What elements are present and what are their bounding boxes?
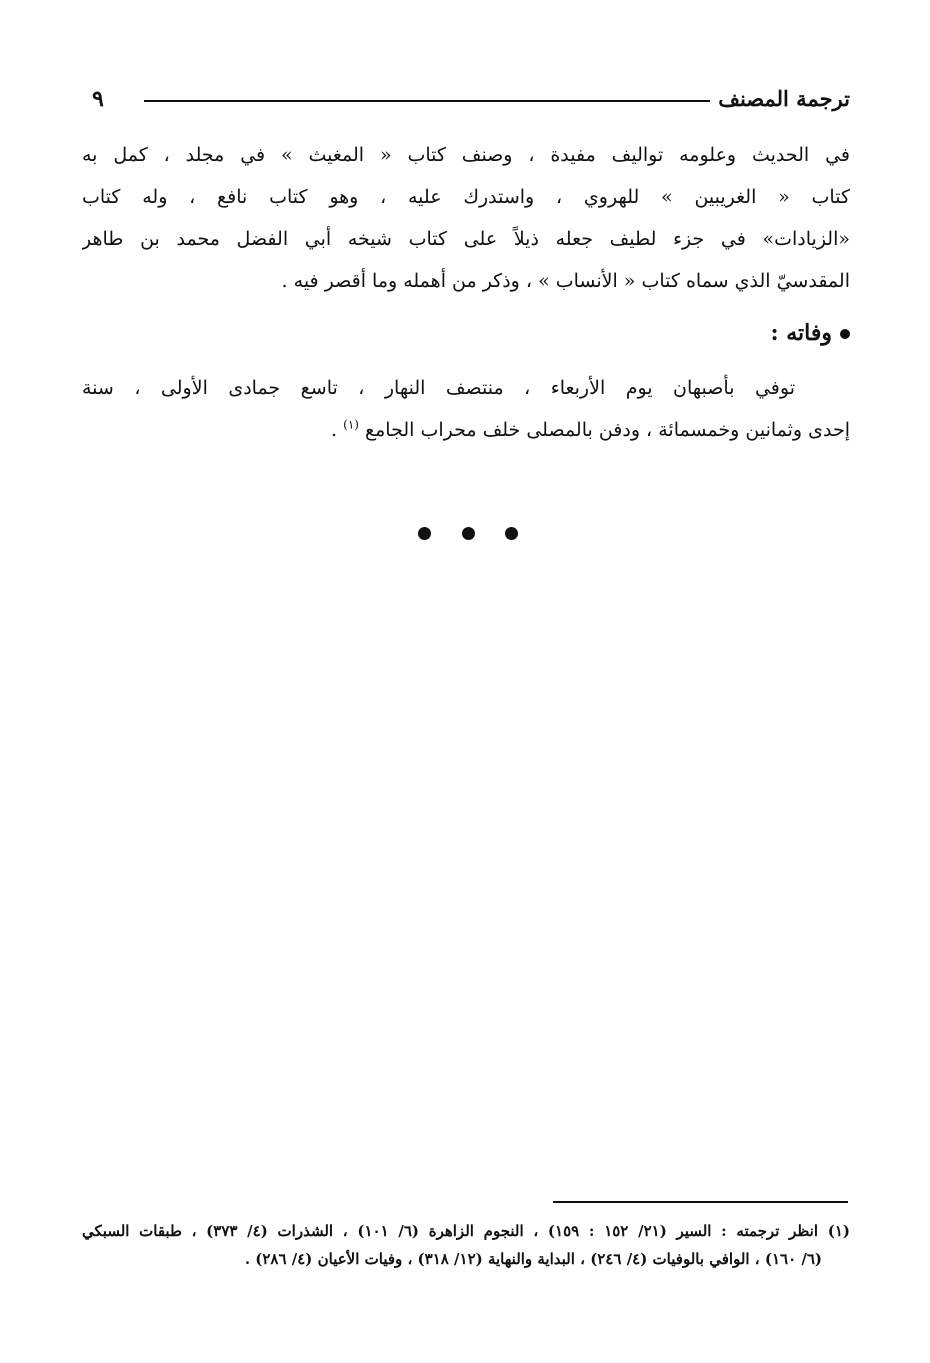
text-line-content: إحدى وثمانين وخمسمائة ، ودفن بالمصلى خلف محراب الجامع xyxy=(365,419,850,441)
footnote-line: (١) انظر ترجمته : السير (٢١/ ١٥٢ : ١٥٩) ، النجوم الزاهرة (٦/ ١٠١) ، الشذرات (٤/ ٣٧٣) ، طبقات السبكي xyxy=(82,1222,850,1240)
section-heading xyxy=(770,315,850,351)
bullet-icon xyxy=(840,329,850,339)
text-line: «الزيادات» في جزء لطيف جعله ذيلاً على كتاب شيخه أبي الفضل محمد بن طاهر xyxy=(82,228,850,250)
separator-dot-icon xyxy=(505,527,518,540)
paragraph-death xyxy=(82,367,850,451)
page-number: ٩ xyxy=(92,86,104,112)
footnote-line: (٦/ ١٦٠) ، الوافي بالوفيات (٤/ ٢٤٦) ، البداية والنهاية (١٢/ ٣١٨) ، وفيات الأعيان (٤/ ٢٨٦) . xyxy=(244,1250,822,1268)
section-heading-text: وفاته : xyxy=(770,320,832,346)
footnote-reference: (١) xyxy=(343,417,359,432)
separator-dot-icon xyxy=(462,527,475,540)
paragraph-works xyxy=(82,134,850,302)
text-line: المقدسيّ الذي سماه كتاب « الأنساب » ، وذكر من أهمله وما أقصر فيه . xyxy=(281,270,850,292)
text-line xyxy=(82,409,850,451)
separator-dot-icon xyxy=(418,527,431,540)
text-line: توفي بأصبهان يوم الأربعاء ، منتصف النهار ، تاسع جمادى الأولى ، سنة xyxy=(82,377,795,399)
footnotes xyxy=(82,1217,850,1273)
running-title: ترجمة المصنف xyxy=(718,86,850,111)
page-header xyxy=(82,84,850,118)
section-separator xyxy=(418,527,518,541)
text-line: كتاب « الغريبين » للهروي ، واستدرك عليه ، وهو كتاب نافع ، وله كتاب xyxy=(82,186,850,208)
text-line: في الحديث وعلومه تواليف مفيدة ، وصنف كتاب « المغيث » في مجلد ، كمل به xyxy=(82,144,850,166)
header-rule xyxy=(144,100,710,102)
footnote-rule xyxy=(553,1201,848,1203)
closing-period: . xyxy=(331,419,344,441)
